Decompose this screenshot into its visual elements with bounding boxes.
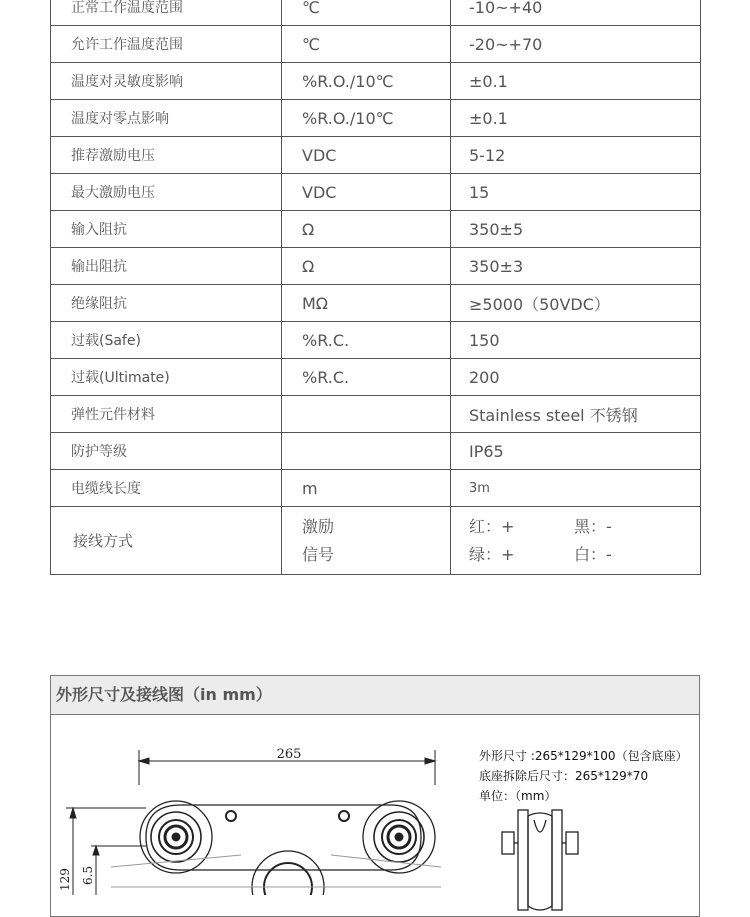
param-cell: 过载(Safe) <box>51 322 282 359</box>
excitation-label: 激励 <box>302 516 335 536</box>
unit-cell <box>282 396 451 433</box>
unit-cell: MΩ <box>282 285 451 322</box>
value-cell: 3m <box>451 470 701 507</box>
table-row <box>51 322 701 359</box>
param-cell: 温度对灵敏度影响 <box>51 63 282 100</box>
arrow-right <box>425 758 435 764</box>
dimension-panel <box>50 675 700 917</box>
dimension-notes <box>479 746 688 806</box>
white-wire: 白：- <box>574 544 612 564</box>
side-nut-right <box>566 832 578 854</box>
unit-cell: Ω <box>282 248 451 285</box>
value-cell: -10~+40 <box>451 0 701 26</box>
table-row <box>51 470 701 507</box>
wiring-row <box>51 507 701 575</box>
side-view-drawing <box>496 806 586 916</box>
side-wheel <box>528 813 552 910</box>
param-cell: 输出阻抗 <box>51 248 282 285</box>
arrow-up <box>70 808 76 818</box>
value-cell: IP65 <box>451 433 701 470</box>
unit-cell: Ω <box>282 211 451 248</box>
value-cell: 5-12 <box>451 137 701 174</box>
table-row <box>51 285 701 322</box>
unit-cell: ℃ <box>282 26 451 63</box>
rope-line <box>111 855 241 867</box>
param-cell: 电缆线长度 <box>51 470 282 507</box>
value-cell: 150 <box>451 322 701 359</box>
red-wire: 红：+ <box>469 516 515 536</box>
side-plate-left <box>518 810 528 910</box>
unit-cell: m <box>282 470 451 507</box>
note-size: 外形尺寸 :265*129*100（包含底座） <box>479 749 688 763</box>
value-cell: ±0.1 <box>451 100 701 137</box>
green-wire: 绿：+ <box>469 544 515 564</box>
arrow-left <box>139 758 149 764</box>
table-row <box>51 0 701 26</box>
value-cell: ≥5000（50VDC） <box>451 285 701 322</box>
unit-cell: %R.C. <box>282 322 451 359</box>
table-row <box>51 359 701 396</box>
mount-hole-right <box>339 811 349 821</box>
unit-cell: VDC <box>282 174 451 211</box>
side-groove <box>534 820 546 832</box>
note-unit: 单位：（mm） <box>479 789 557 803</box>
small-dim-label: 6.5 <box>81 865 95 885</box>
dimension-title: 外形尺寸及接线图（in mm） <box>51 676 699 715</box>
wiring-param-cell: 接线方式 <box>51 507 282 575</box>
unit-cell: %R.C. <box>282 359 451 396</box>
left-axle <box>172 833 180 841</box>
table-row <box>51 174 701 211</box>
side-nut-left <box>502 832 514 854</box>
spec-table <box>50 0 701 575</box>
table-row <box>51 137 701 174</box>
signal-label: 信号 <box>302 544 335 564</box>
rope-line <box>331 855 441 867</box>
unit-cell <box>282 433 451 470</box>
table-row <box>51 211 701 248</box>
black-wire: 黑：- <box>574 516 612 536</box>
wiring-labels-cell <box>282 507 451 575</box>
width-label: 265 <box>276 747 302 762</box>
value-cell: 15 <box>451 174 701 211</box>
mount-hole-left <box>226 811 236 821</box>
table-row <box>51 433 701 470</box>
side-plate-right <box>552 810 562 910</box>
value-cell: ±0.1 <box>451 63 701 100</box>
center-wheel <box>252 851 324 895</box>
table-row <box>51 63 701 100</box>
param-cell: 过载(Ultimate) <box>51 359 282 396</box>
wiring-colors-cell <box>451 507 701 575</box>
right-axle <box>395 833 403 841</box>
param-cell: 输入阻抗 <box>51 211 282 248</box>
table-row <box>51 396 701 433</box>
table-row <box>51 248 701 285</box>
value-cell: 350±3 <box>451 248 701 285</box>
unit-cell: %R.O./10℃ <box>282 63 451 100</box>
unit-cell: VDC <box>282 137 451 174</box>
unit-cell: ℃ <box>282 0 451 26</box>
dimension-drawing <box>51 715 471 895</box>
table-row <box>51 26 701 63</box>
param-cell: 绝缘阻抗 <box>51 285 282 322</box>
table-row <box>51 100 701 137</box>
spec-table-body <box>51 0 701 575</box>
param-cell: 允许工作温度范围 <box>51 26 282 63</box>
param-cell: 防护等级 <box>51 433 282 470</box>
arrow-up-small <box>93 846 99 855</box>
param-cell: 正常工作温度范围 <box>51 0 282 26</box>
param-cell: 最大激励电压 <box>51 174 282 211</box>
value-cell: 200 <box>451 359 701 396</box>
param-cell: 温度对零点影响 <box>51 100 282 137</box>
value-cell: 350±5 <box>451 211 701 248</box>
note-size-no-base: 底座拆除后尺寸：265*129*70 <box>479 769 649 783</box>
param-cell: 推荐激励电压 <box>51 137 282 174</box>
center-wheel-groove <box>264 863 312 895</box>
unit-cell: %R.O./10℃ <box>282 100 451 137</box>
value-cell: Stainless steel 不锈钢 <box>451 396 701 433</box>
param-cell: 弹性元件材料 <box>51 396 282 433</box>
value-cell: -20~+70 <box>451 26 701 63</box>
height-label: 129 <box>58 868 72 891</box>
